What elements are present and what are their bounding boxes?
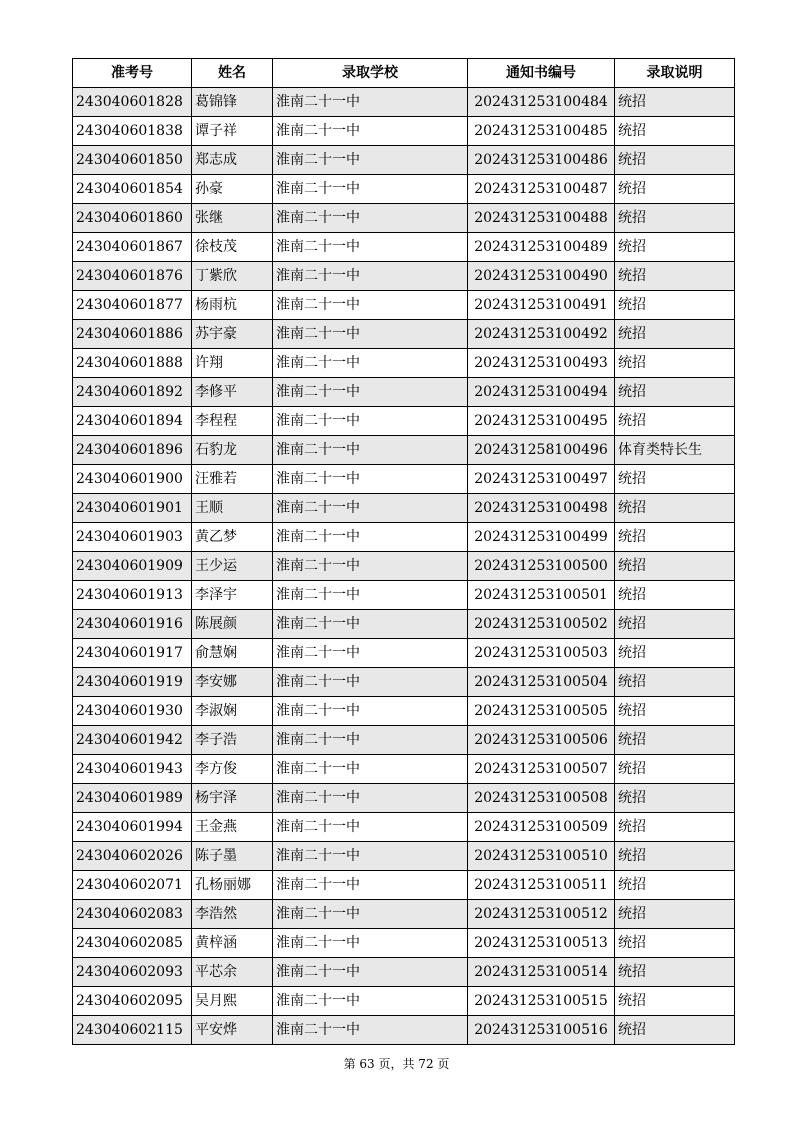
table-row	[73, 842, 735, 871]
cell-exam-number: 243040602115	[73, 1016, 192, 1045]
cell-student-name: 许翔	[192, 349, 273, 378]
cell-admitted-school: 淮南二十一中	[273, 958, 468, 987]
cell-admitted-school: 淮南二十一中	[273, 929, 468, 958]
cell-admission-note: 统招	[615, 88, 735, 117]
cell-exam-number: 243040601989	[73, 784, 192, 813]
table-row	[73, 320, 735, 349]
cell-admitted-school: 淮南二十一中	[273, 88, 468, 117]
cell-admitted-school: 淮南二十一中	[273, 262, 468, 291]
cell-notice-number: 202431253100511	[468, 871, 615, 900]
cell-notice-number: 202431253100493	[468, 349, 615, 378]
cell-admission-note: 统招	[615, 320, 735, 349]
cell-student-name: 李修平	[192, 378, 273, 407]
cell-notice-number: 202431253100510	[468, 842, 615, 871]
cell-admission-note: 统招	[615, 697, 735, 726]
table-row	[73, 697, 735, 726]
cell-student-name: 李浩然	[192, 900, 273, 929]
cell-exam-number: 243040601886	[73, 320, 192, 349]
cell-admitted-school: 淮南二十一中	[273, 726, 468, 755]
cell-admission-note: 统招	[615, 407, 735, 436]
cell-notice-number: 202431253100495	[468, 407, 615, 436]
cell-exam-number: 243040601896	[73, 436, 192, 465]
cell-admitted-school: 淮南二十一中	[273, 175, 468, 204]
cell-exam-number: 243040601838	[73, 117, 192, 146]
cell-admission-note: 统招	[615, 784, 735, 813]
cell-student-name: 葛锦锋	[192, 88, 273, 117]
table-row	[73, 349, 735, 378]
cell-student-name: 张继	[192, 204, 273, 233]
cell-student-name: 谭子祥	[192, 117, 273, 146]
cell-student-name: 孔杨丽娜	[192, 871, 273, 900]
cell-student-name: 陈子墨	[192, 842, 273, 871]
table-row	[73, 987, 735, 1016]
cell-exam-number: 243040601894	[73, 407, 192, 436]
cell-admission-note: 统招	[615, 175, 735, 204]
cell-student-name: 杨宇泽	[192, 784, 273, 813]
cell-admission-note: 统招	[615, 842, 735, 871]
cell-admission-note: 统招	[615, 610, 735, 639]
table-row	[73, 407, 735, 436]
page-footer: 第 63 页，共 72 页	[343, 1057, 450, 1071]
cell-admission-note: 统招	[615, 813, 735, 842]
cell-exam-number: 243040601850	[73, 146, 192, 175]
header-admission-note: 录取说明	[615, 59, 735, 88]
cell-admission-note: 统招	[615, 378, 735, 407]
cell-exam-number: 243040601942	[73, 726, 192, 755]
table-row	[73, 436, 735, 465]
cell-student-name: 李方俊	[192, 755, 273, 784]
table-row	[73, 929, 735, 958]
table-row	[73, 958, 735, 987]
cell-student-name: 李安娜	[192, 668, 273, 697]
cell-exam-number: 243040601994	[73, 813, 192, 842]
admission-table	[72, 58, 735, 1045]
cell-admission-note: 统招	[615, 291, 735, 320]
cell-admission-note: 统招	[615, 958, 735, 987]
cell-admission-note: 体育类特长生	[615, 436, 735, 465]
table-row	[73, 813, 735, 842]
cell-admitted-school: 淮南二十一中	[273, 900, 468, 929]
cell-notice-number: 202431253100506	[468, 726, 615, 755]
cell-exam-number: 243040601930	[73, 697, 192, 726]
cell-exam-number: 243040602083	[73, 900, 192, 929]
cell-student-name: 黄梓涵	[192, 929, 273, 958]
cell-admitted-school: 淮南二十一中	[273, 1016, 468, 1045]
cell-admission-note: 统招	[615, 929, 735, 958]
cell-admitted-school: 淮南二十一中	[273, 436, 468, 465]
cell-notice-number: 202431253100491	[468, 291, 615, 320]
cell-notice-number: 202431258100496	[468, 436, 615, 465]
cell-admitted-school: 淮南二十一中	[273, 552, 468, 581]
cell-admission-note: 统招	[615, 465, 735, 494]
cell-admission-note: 统招	[615, 552, 735, 581]
cell-admitted-school: 淮南二十一中	[273, 204, 468, 233]
cell-admission-note: 统招	[615, 523, 735, 552]
cell-exam-number: 243040601854	[73, 175, 192, 204]
cell-exam-number: 243040601828	[73, 88, 192, 117]
cell-admitted-school: 淮南二十一中	[273, 117, 468, 146]
cell-notice-number: 202431253100492	[468, 320, 615, 349]
cell-student-name: 王金燕	[192, 813, 273, 842]
cell-notice-number: 202431253100509	[468, 813, 615, 842]
cell-admitted-school: 淮南二十一中	[273, 581, 468, 610]
table-row	[73, 523, 735, 552]
table-row	[73, 668, 735, 697]
cell-notice-number: 202431253100486	[468, 146, 615, 175]
cell-admission-note: 统招	[615, 726, 735, 755]
cell-notice-number: 202431253100504	[468, 668, 615, 697]
table-row	[73, 900, 735, 929]
cell-exam-number: 243040602071	[73, 871, 192, 900]
table-row	[73, 784, 735, 813]
cell-student-name: 平安烨	[192, 1016, 273, 1045]
cell-student-name: 丁紫欣	[192, 262, 273, 291]
cell-admitted-school: 淮南二十一中	[273, 639, 468, 668]
cell-admitted-school: 淮南二十一中	[273, 784, 468, 813]
cell-student-name: 平芯余	[192, 958, 273, 987]
cell-student-name: 吴月熙	[192, 987, 273, 1016]
cell-exam-number: 243040601917	[73, 639, 192, 668]
cell-admitted-school: 淮南二十一中	[273, 378, 468, 407]
cell-admitted-school: 淮南二十一中	[273, 842, 468, 871]
cell-student-name: 杨雨杭	[192, 291, 273, 320]
table-row	[73, 146, 735, 175]
cell-admitted-school: 淮南二十一中	[273, 494, 468, 523]
cell-student-name: 俞慧娴	[192, 639, 273, 668]
cell-notice-number: 202431253100487	[468, 175, 615, 204]
cell-admitted-school: 淮南二十一中	[273, 871, 468, 900]
cell-admission-note: 统招	[615, 900, 735, 929]
cell-exam-number: 243040601900	[73, 465, 192, 494]
cell-admission-note: 统招	[615, 639, 735, 668]
cell-admitted-school: 淮南二十一中	[273, 755, 468, 784]
table-row	[73, 610, 735, 639]
table-body	[73, 88, 735, 1045]
cell-exam-number: 243040601877	[73, 291, 192, 320]
cell-exam-number: 243040601901	[73, 494, 192, 523]
table-row	[73, 465, 735, 494]
table-row	[73, 117, 735, 146]
cell-exam-number: 243040602026	[73, 842, 192, 871]
cell-admission-note: 统招	[615, 668, 735, 697]
table-row	[73, 88, 735, 117]
cell-exam-number: 243040602085	[73, 929, 192, 958]
cell-exam-number: 243040601903	[73, 523, 192, 552]
cell-student-name: 李程程	[192, 407, 273, 436]
table-row	[73, 204, 735, 233]
table-header-row	[73, 59, 735, 88]
header-notice-number: 通知书编号	[468, 59, 615, 88]
cell-admission-note: 统招	[615, 581, 735, 610]
table-row	[73, 1016, 735, 1045]
cell-admission-note: 统招	[615, 146, 735, 175]
cell-admitted-school: 淮南二十一中	[273, 465, 468, 494]
cell-notice-number: 202431253100508	[468, 784, 615, 813]
cell-exam-number: 243040601892	[73, 378, 192, 407]
cell-notice-number: 202431253100488	[468, 204, 615, 233]
cell-exam-number: 243040601888	[73, 349, 192, 378]
cell-admission-note: 统招	[615, 233, 735, 262]
cell-exam-number: 243040601876	[73, 262, 192, 291]
cell-notice-number: 202431253100501	[468, 581, 615, 610]
cell-exam-number: 243040601860	[73, 204, 192, 233]
cell-exam-number: 243040601943	[73, 755, 192, 784]
cell-student-name: 郑志成	[192, 146, 273, 175]
cell-notice-number: 202431253100490	[468, 262, 615, 291]
cell-admission-note: 统招	[615, 871, 735, 900]
table-row	[73, 233, 735, 262]
cell-admission-note: 统招	[615, 262, 735, 291]
cell-admission-note: 统招	[615, 755, 735, 784]
cell-notice-number: 202431253100494	[468, 378, 615, 407]
cell-student-name: 王顺	[192, 494, 273, 523]
cell-admitted-school: 淮南二十一中	[273, 668, 468, 697]
table-row	[73, 175, 735, 204]
cell-admission-note: 统招	[615, 1016, 735, 1045]
cell-notice-number: 202431253100499	[468, 523, 615, 552]
cell-exam-number: 243040601867	[73, 233, 192, 262]
cell-admitted-school: 淮南二十一中	[273, 320, 468, 349]
cell-exam-number: 243040601909	[73, 552, 192, 581]
table-row	[73, 639, 735, 668]
cell-admission-note: 统招	[615, 349, 735, 378]
cell-admitted-school: 淮南二十一中	[273, 813, 468, 842]
table-row	[73, 871, 735, 900]
cell-admission-note: 统招	[615, 494, 735, 523]
cell-notice-number: 202431253100497	[468, 465, 615, 494]
cell-student-name: 石豹龙	[192, 436, 273, 465]
cell-notice-number: 202431253100513	[468, 929, 615, 958]
cell-admitted-school: 淮南二十一中	[273, 146, 468, 175]
cell-notice-number: 202431253100505	[468, 697, 615, 726]
table-row	[73, 494, 735, 523]
cell-exam-number: 243040601919	[73, 668, 192, 697]
table-row	[73, 581, 735, 610]
cell-student-name: 孙豪	[192, 175, 273, 204]
cell-notice-number: 202431253100500	[468, 552, 615, 581]
header-admitted-school: 录取学校	[273, 59, 468, 88]
cell-student-name: 黄乙梦	[192, 523, 273, 552]
cell-notice-number: 202431253100515	[468, 987, 615, 1016]
cell-exam-number: 243040602095	[73, 987, 192, 1016]
cell-notice-number: 202431253100502	[468, 610, 615, 639]
cell-student-name: 李泽宇	[192, 581, 273, 610]
cell-notice-number: 202431253100485	[468, 117, 615, 146]
cell-exam-number: 243040601913	[73, 581, 192, 610]
cell-student-name: 李子浩	[192, 726, 273, 755]
cell-student-name: 徐枝茂	[192, 233, 273, 262]
cell-admitted-school: 淮南二十一中	[273, 407, 468, 436]
table-row	[73, 726, 735, 755]
cell-student-name: 王少运	[192, 552, 273, 581]
cell-notice-number: 202431253100514	[468, 958, 615, 987]
table-row	[73, 552, 735, 581]
header-exam-number: 准考号	[73, 59, 192, 88]
cell-admitted-school: 淮南二十一中	[273, 697, 468, 726]
cell-student-name: 陈展颜	[192, 610, 273, 639]
cell-notice-number: 202431253100498	[468, 494, 615, 523]
cell-notice-number: 202431253100512	[468, 900, 615, 929]
cell-admitted-school: 淮南二十一中	[273, 523, 468, 552]
table-row	[73, 755, 735, 784]
cell-student-name: 汪雅若	[192, 465, 273, 494]
header-name: 姓名	[192, 59, 273, 88]
cell-admitted-school: 淮南二十一中	[273, 349, 468, 378]
cell-student-name: 李淑娴	[192, 697, 273, 726]
cell-admission-note: 统招	[615, 117, 735, 146]
cell-admitted-school: 淮南二十一中	[273, 610, 468, 639]
cell-admitted-school: 淮南二十一中	[273, 987, 468, 1016]
cell-admitted-school: 淮南二十一中	[273, 233, 468, 262]
cell-exam-number: 243040602093	[73, 958, 192, 987]
table-row	[73, 378, 735, 407]
cell-admission-note: 统招	[615, 204, 735, 233]
cell-admission-note: 统招	[615, 987, 735, 1016]
cell-notice-number: 202431253100484	[468, 88, 615, 117]
cell-exam-number: 243040601916	[73, 610, 192, 639]
cell-notice-number: 202431253100503	[468, 639, 615, 668]
cell-notice-number: 202431253100489	[468, 233, 615, 262]
cell-notice-number: 202431253100516	[468, 1016, 615, 1045]
table-row	[73, 262, 735, 291]
table-row	[73, 291, 735, 320]
cell-notice-number: 202431253100507	[468, 755, 615, 784]
cell-admitted-school: 淮南二十一中	[273, 291, 468, 320]
cell-student-name: 苏宇豪	[192, 320, 273, 349]
